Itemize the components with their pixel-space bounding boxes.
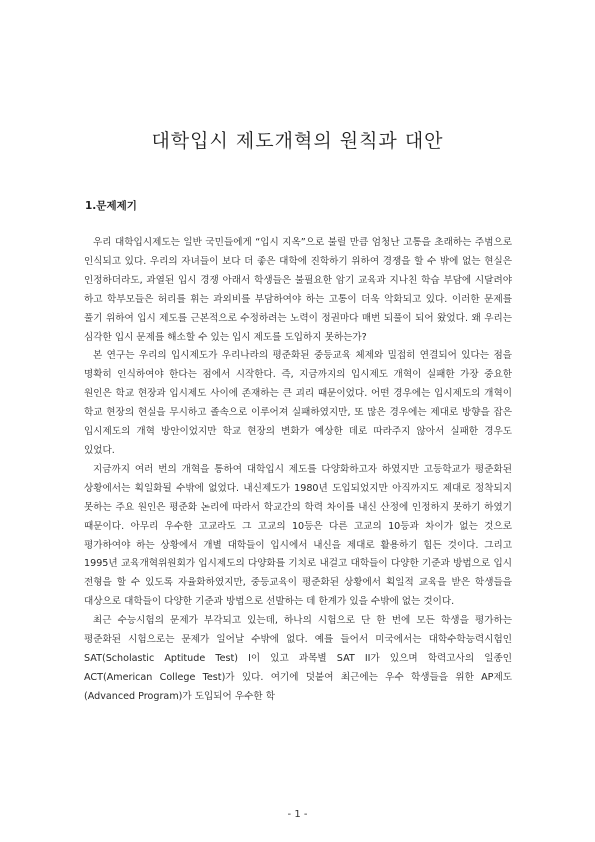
document-title: 대학입시 제도개혁의 원칙과 대안 [151,130,444,152]
page-number: - 1 - [287,809,308,820]
paragraph: 우리 대학입시제도는 일반 국민들에게 “입시 지옥”으로 불릴 만큼 엄청난 고통을 초래하는 주범으로 인식되고 있다. 우리의 자녀들이 보다 더 좋은 대학에 진학하기 위하여 경쟁을 할 수 밖에 없는 현실은 인정하더라도, 과열된 입시 경쟁 아래서 학생들은 불필요한 암기 교육과 지나친 학습 부담에 시달려야 하고 학부모들은 허리를 휘는 과외비를 부담하여야 하는 고통이 더욱 악화되고 있다. 이러한 문제를 풀기 위하여 입시 제도를 근본적으로 수정하려는 노력이 정권마다 매번 되풀이 되어 왔었다. 왜 우리는 심각한 입시 문제를 해소할 수 있는 입시 제도를 도입하지 못하는가? [84,237,512,343]
paragraph: 본 연구는 우리의 입시제도가 우리나라의 평준화된 중등교육 체제와 밀접히 연결되어 있다는 점을 명확히 인식하여야 한다는 점에서 시작한다. 즉, 지금까지의 입시제도 개혁이 실패한 가장 중요한 원인은 학교 현장과 입시제도 사이에 존재하는 큰 괴리 때문이었다. 어떤 경우에는 입시제도의 개혁이 학교 현장의 현실을 무시하고 졸속으로 이루어져 실패하였지만, 또 많은 경우에는 제대로 방향을 잡은 입시제도의 개혁 방안이었지만 학교 현장의 변화가 예상한 데로 따라주지 않아서 실패한 경우도 있었다. [84,350,512,456]
section-heading: 1.문제제기 [85,200,137,212]
paragraph: 최근 수능시험의 문제가 부각되고 있는데, 하나의 시험으로 단 한 번에 모든 학생을 평가하는 평준화된 시험으로는 문제가 일어날 수밖에 없다. 예를 들어서 미국에서는 대학수학능력시험인 SAT(Scholastic Aptitude Test) I이 있고 과목별 SAT II가 있으며 학력고사의 일종인 ACT(American College Test)가 있다. 여기에 덧붙여 최근에는 우수 학생들을 위한 AP제도(Advanced Program)가 도입되어 우수한 학 [84,615,512,702]
body-text [84,234,512,707]
paragraph: 지금까지 여러 번의 개혁을 통하여 대학입시 제도를 다양화하고자 하였지만 고등학교가 평준화된 상황에서는 획일화될 수밖에 없었다. 내신제도가 1980년 도입되었지만 아직까지도 제대로 정착되지 못하는 주요 원인은 평준화 논리에 따라서 학교간의 학력 차이를 내신 산정에 인정하지 못하기 하였기 때문이다. 아무리 우수한 고교라도 그 고교의 10등은 다른 고교의 10등과 차이가 없는 것으로 평가하여야 하는 상황에서 개별 대학들이 입시에서 내신을 제대로 활용하기 힘든 것이다. 그리고 1995년 교육개혁위원회가 입시제도의 다양화를 기치로 내걸고 대학들이 다양한 기준과 방법으로 입시 전형을 할 수 있도록 자율화하였지만, 중등교육이 평준화된 상황에서 획일적 교육을 받은 학생들을 대상으로 대학들이 다양한 기준과 방법으로 선발하는 데 한계가 있을 수밖에 없는 것이다. [84,463,512,608]
